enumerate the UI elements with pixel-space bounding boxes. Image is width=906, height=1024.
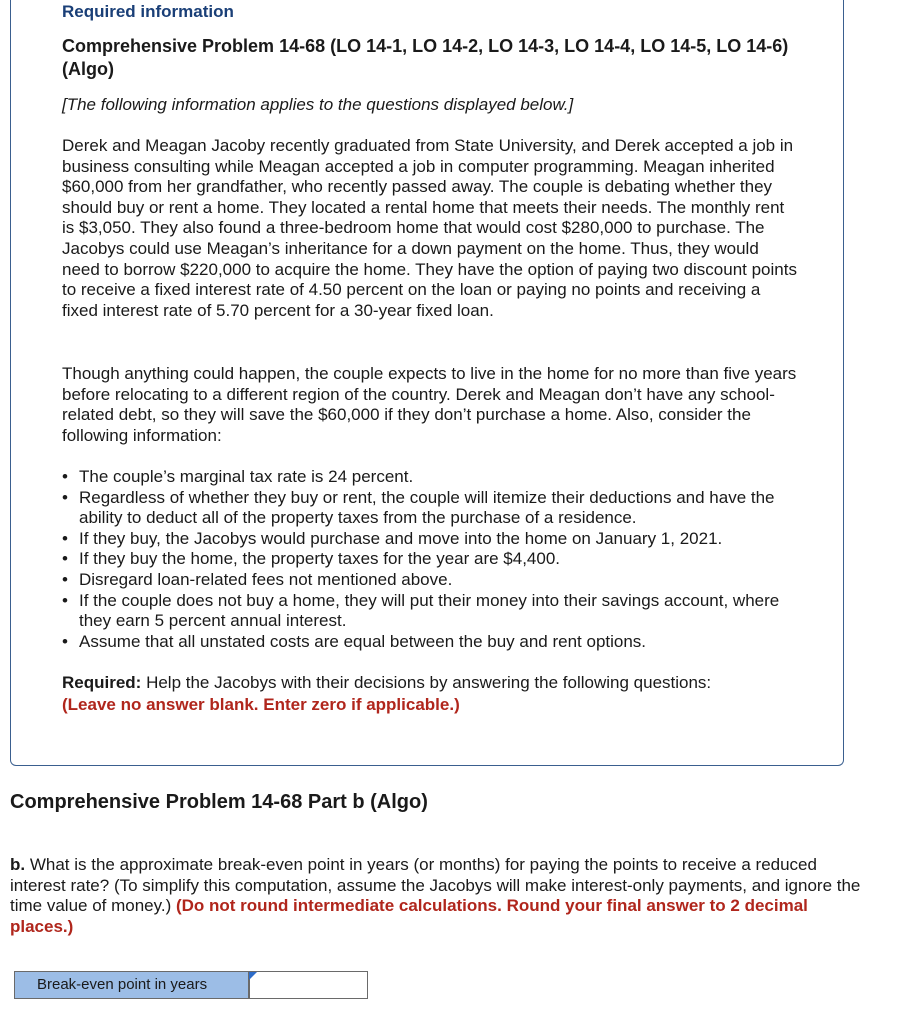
bullet-icon: • bbox=[62, 467, 68, 486]
question-label: b. bbox=[10, 855, 26, 874]
required-information-heading: Required information bbox=[62, 2, 234, 21]
problem-title: Comprehensive Problem 14-68 (LO 14-1, LO 14-2, LO 14-3, LO 14-4, LO 14-5, LO 14-6) (Algo) bbox=[62, 36, 789, 79]
question-b bbox=[10, 855, 870, 937]
list-item-text: The couple’s marginal tax rate is 24 percent. bbox=[79, 467, 414, 486]
list-item bbox=[62, 467, 798, 488]
list-item-text: Disregard loan-related fees not mentioned above. bbox=[79, 569, 453, 589]
list-item bbox=[62, 632, 798, 653]
list-item bbox=[62, 591, 798, 632]
required-note: (Leave no answer blank. Enter zero if applicable.) bbox=[62, 695, 460, 714]
answer-row bbox=[14, 971, 368, 999]
list-item bbox=[62, 549, 798, 570]
bullet-icon: • bbox=[62, 549, 68, 569]
applies-note: [The following information applies to the questions displayed below.] bbox=[62, 95, 574, 114]
list-item-text: If the couple does not buy a home, they will put their money into their savings account, where they earn 5 percent annual interest. bbox=[79, 590, 780, 631]
question-note: (Do not round intermediate calculations. Round your final answer to 2 decimal places.) bbox=[10, 896, 808, 936]
bullet-icon: • bbox=[62, 590, 68, 610]
information-list bbox=[62, 467, 798, 652]
bullet-icon: • bbox=[62, 528, 68, 548]
bullet-icon: • bbox=[62, 569, 68, 589]
assumptions-paragraph: Though anything could happen, the couple expects to live in the home for no more than five years before relocating to a different region of the country. Derek and Meagan don’t have any school-related debt, so they will save the $60,000 if they don’t purchase a home. Also, consider the following information: bbox=[62, 364, 797, 445]
list-item-text: If they buy, the Jacobys would purchase and move into the home on January 1, 2021. bbox=[79, 528, 723, 548]
list-item-text: Assume that all unstated costs are equal between the buy and rent options. bbox=[79, 631, 647, 651]
answer-label: Break-even point in years bbox=[15, 972, 249, 998]
list-item bbox=[62, 529, 798, 550]
list-item-text: Regardless of whether they buy or rent, the couple will itemize their deductions and have the ability to deduct all of the property taxes from the purchase of a residence. bbox=[79, 487, 775, 528]
question-text: What is the approximate break-even point in years (or months) for paying the points to receive a reduced interest rate? (To simplify this computation, assume the Jacobys will make interest-only payments, and ignore the time value of money.) bbox=[10, 855, 861, 915]
bullet-icon: • bbox=[62, 487, 68, 507]
part-title: Comprehensive Problem 14-68 Part b (Algo) bbox=[10, 791, 428, 813]
list-item bbox=[62, 488, 798, 529]
list-item bbox=[62, 570, 798, 591]
input-corner-marker-icon bbox=[249, 972, 257, 980]
required-instructions bbox=[62, 672, 802, 716]
list-item-text: If they buy the home, the property taxes for the year are $4,400. bbox=[79, 549, 561, 569]
answer-input-wrapper bbox=[249, 972, 367, 998]
required-label: Required: bbox=[62, 673, 142, 692]
break-even-years-input[interactable] bbox=[249, 972, 367, 998]
bullet-icon: • bbox=[62, 631, 68, 651]
scenario-paragraph: Derek and Meagan Jacoby recently graduated from State University, and Derek accepted a job in business consulting while Meagan accepted a job in computer programming. Meagan inherited $60,000 from her grandfather, who recently passed away. The couple is debating whether they should buy or rent a home. They located a rental home that meets their needs. The monthly rent is $3,050. They also found a three-bedroom home that would cost $280,000 to purchase. The Jacobys could use Meagan’s inheritance for a down payment on the home. Thus, they would need to borrow $220,000 to acquire the home. They have the option of paying two discount points to receive a fixed interest rate of 4.50 percent on the loan or paying no points and receiving a fixed interest rate of 5.70 percent for a 30-year fixed loan. bbox=[62, 136, 797, 320]
required-text: Help the Jacobys with their decisions by answering the following questions: bbox=[141, 673, 712, 692]
